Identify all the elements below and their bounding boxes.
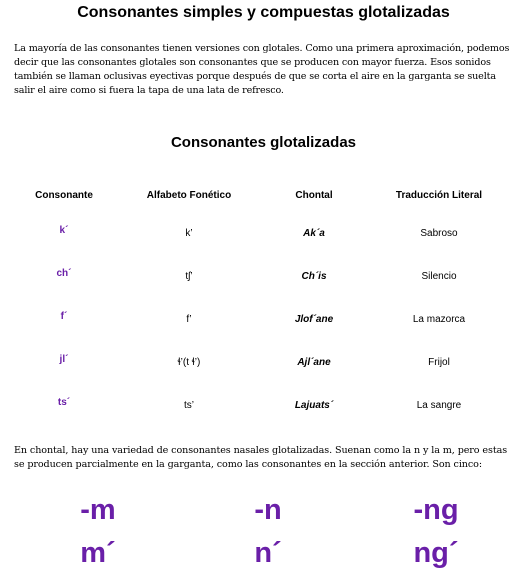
table-row xyxy=(14,384,514,427)
translation-cell: Silencio xyxy=(421,271,457,282)
intro-paragraph: La mayoría de las consonantes tienen versiones con glotales. Como una primera aproximación, podemos decir que las consonantes glotales son consonantes que se producen con mayor fuerza. Esos sonidos también se llaman oclusivas eyectivas porque después de que se corta el aire en la garganta se suelta salir el aire como si fuera la tapa de una lata de refresco. xyxy=(14,43,510,96)
chontal-cell: Ch´is xyxy=(301,271,327,282)
consonant-cell: ts´ xyxy=(57,396,71,408)
consonant-cell: f´ xyxy=(60,310,68,322)
chontal-cell: Jlof´ane xyxy=(294,314,334,325)
table-row xyxy=(14,212,514,255)
nasal-ng: -ng xyxy=(413,494,459,526)
phonetic-cell: tʃ’ xyxy=(185,271,193,282)
translation-cell: La sangre xyxy=(416,400,462,411)
translation-cell: Sabroso xyxy=(420,228,458,239)
phonetic-cell: f’ xyxy=(186,314,192,325)
nasal-m-glottal: m´ xyxy=(80,537,116,569)
table-row xyxy=(14,341,514,384)
table-header-row xyxy=(14,178,514,212)
nasal-n-glottal: n´ xyxy=(254,537,282,569)
section-title: Consonantes glotalizadas xyxy=(170,134,357,151)
phonetic-cell: ɬ’(t ɬ’) xyxy=(177,357,201,368)
table-row xyxy=(14,255,514,298)
nasal-m: -m xyxy=(80,494,116,526)
table-row xyxy=(14,298,514,341)
phonetic-cell: k’ xyxy=(185,228,193,239)
consonant-table xyxy=(14,178,514,427)
translation-cell: La mazorca xyxy=(412,314,466,325)
consonant-cell: jl´ xyxy=(59,353,69,365)
nasal-n: -n xyxy=(254,494,282,526)
chontal-cell: Lajuats´ xyxy=(294,400,334,411)
chontal-cell: Ak´a xyxy=(303,228,325,239)
nasal-ng-glottal: ng´ xyxy=(413,537,459,569)
nasal-paragraph: En chontal, hay una variedad de consonantes nasales glotalizadas. Suenan como la n y la m, pero estas se producen parcialmente en la garganta, como las consonantes en la sección anterior. Son cinco: xyxy=(14,445,508,470)
translation-cell: Frijol xyxy=(428,357,450,368)
phonetic-cell: ts’ xyxy=(184,400,194,411)
header-consonante: Consonante xyxy=(35,189,93,201)
header-traduccion: Traducción Literal xyxy=(395,189,483,201)
consonant-cell: ch´ xyxy=(56,267,72,279)
header-chontal: Chontal xyxy=(295,189,333,201)
header-alfabeto-fonetico: Alfabeto Fonético xyxy=(146,189,232,201)
consonant-cell: k´ xyxy=(59,224,69,236)
page-title: Consonantes simples y compuestas glotalizadas xyxy=(77,4,450,21)
chontal-cell: Ajl´ane xyxy=(297,357,331,368)
